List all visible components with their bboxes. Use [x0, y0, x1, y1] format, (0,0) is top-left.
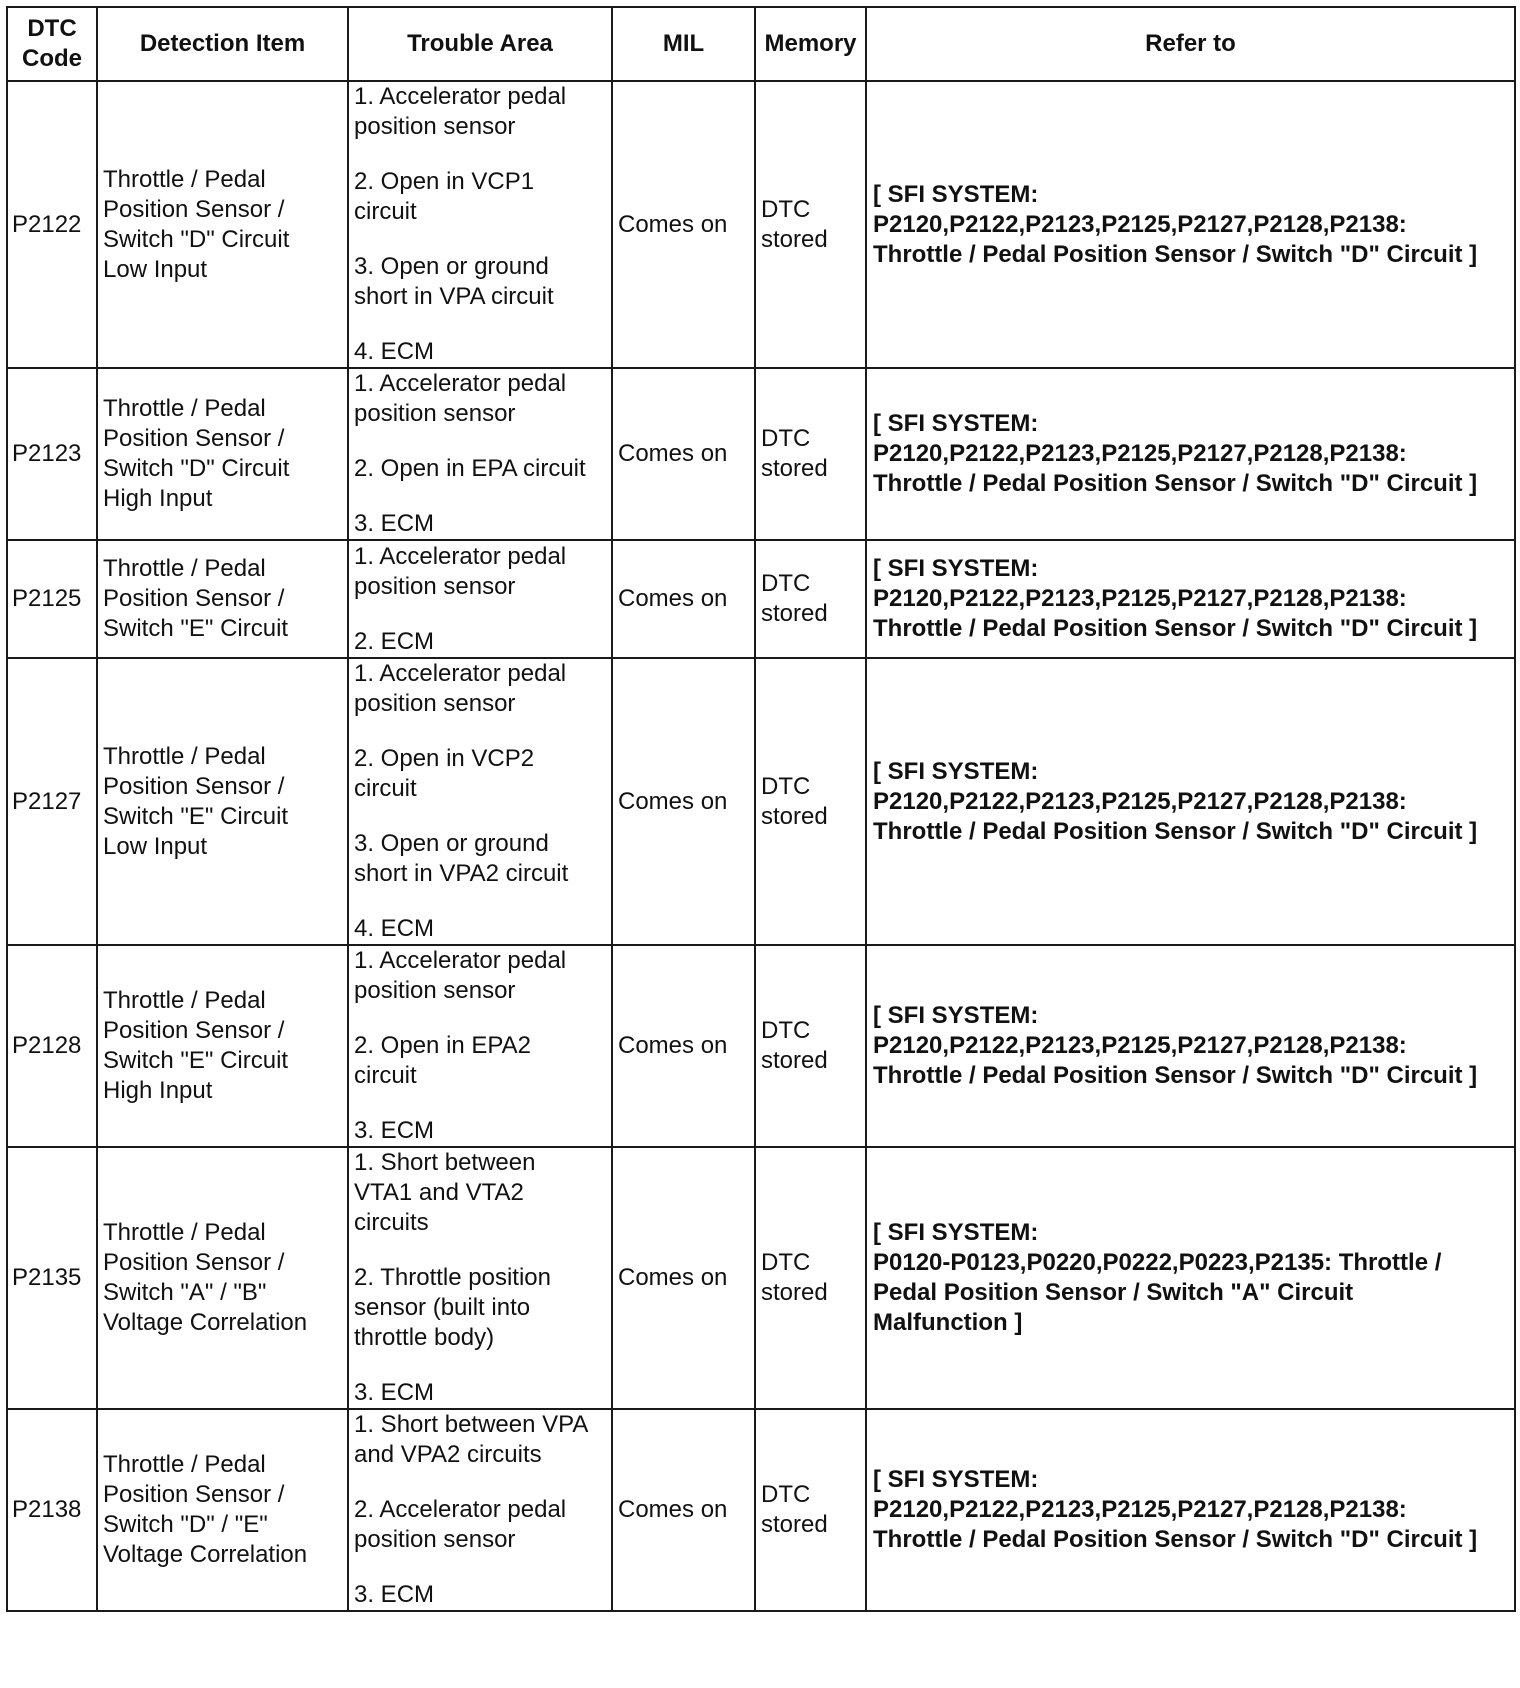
trouble-area-item: 3. ECM — [354, 1581, 435, 1608]
dtc-code-cell: P2122 — [7, 81, 97, 368]
table-row — [7, 368, 1515, 540]
memory-cell: DTC stored — [755, 540, 866, 658]
header-trouble-area: Trouble Area — [348, 7, 612, 81]
dtc-code-cell: P2138 — [7, 1409, 97, 1611]
memory-cell: DTC stored — [755, 1147, 866, 1409]
table-row — [7, 1409, 1515, 1611]
detection-item-cell: Throttle / Pedal Position Sensor / Switch "D" Circuit Low Input — [97, 81, 348, 368]
trouble-area-cell — [348, 945, 612, 1147]
trouble-area-item: 3. ECM — [354, 510, 435, 537]
trouble-area-item: 2. ECM — [354, 627, 435, 655]
trouble-area-item: 2. Throttle position sensor (built into throttle body) — [354, 1264, 552, 1351]
trouble-area-item: 1. Accelerator pedal position sensor — [354, 83, 567, 140]
trouble-area-item: 1. Accelerator pedal position sensor — [354, 660, 567, 717]
mil-cell: Comes on — [612, 1147, 755, 1409]
trouble-area-item: 1. Short between VTA1 and VTA2 circuits — [354, 1149, 536, 1236]
header-refer-to: Refer to — [866, 7, 1515, 81]
table-row — [7, 945, 1515, 1147]
header-detection-item: Detection Item — [97, 7, 348, 81]
detection-item-cell: Throttle / Pedal Position Sensor / Switch "E" Circuit High Input — [97, 945, 348, 1147]
dtc-sheet — [6, 6, 1516, 1612]
trouble-area-cell — [348, 368, 612, 540]
dtc-code-cell: P2128 — [7, 945, 97, 1147]
table-row — [7, 1147, 1515, 1409]
memory-cell: DTC stored — [755, 1409, 866, 1611]
trouble-area-cell — [348, 540, 612, 658]
mil-cell: Comes on — [612, 540, 755, 658]
trouble-area-item: 4. ECM — [354, 338, 435, 365]
header-memory: Memory — [755, 7, 866, 81]
trouble-area-item: 1. Short between VPA and VPA2 circuits — [354, 1411, 589, 1468]
trouble-area-item: 2. Open in EPA circuit — [354, 455, 586, 482]
trouble-area-cell — [348, 1147, 612, 1409]
dtc-code-cell: P2123 — [7, 368, 97, 540]
refer-to-cell: [ SFI SYSTEM: P2120,P2122,P2123,P2125,P2127,P2128,P2138: Throttle / Pedal Position Sensor / Switch "D" Circuit ] — [866, 81, 1515, 368]
trouble-area-item: 3. Open or ground short in VPA circuit — [354, 253, 554, 310]
refer-to-cell: [ SFI SYSTEM: P2120,P2122,P2123,P2125,P2127,P2128,P2138: Throttle / Pedal Position Sensor / Switch "D" Circuit ] — [866, 1409, 1515, 1611]
trouble-area-item: 2. Accelerator pedal position sensor — [354, 1496, 567, 1553]
refer-to-cell: [ SFI SYSTEM: P2120,P2122,P2123,P2125,P2127,P2128,P2138: Throttle / Pedal Position Sensor / Switch "D" Circuit ] — [866, 658, 1515, 945]
mil-cell: Comes on — [612, 1409, 755, 1611]
table-row — [7, 81, 1515, 368]
detection-item-cell: Throttle / Pedal Position Sensor / Switch "E" Circuit — [97, 540, 348, 658]
detection-item-cell: Throttle / Pedal Position Sensor / Switch "D" / "E" Voltage Correlation — [97, 1409, 348, 1611]
trouble-area-item: 2. Open in EPA2 circuit — [354, 1032, 531, 1089]
table-row — [7, 658, 1515, 945]
refer-to-cell: [ SFI SYSTEM: P2120,P2122,P2123,P2125,P2127,P2128,P2138: Throttle / Pedal Position Sensor / Switch "D" Circuit ] — [866, 945, 1515, 1147]
trouble-area-cell — [348, 1409, 612, 1611]
refer-to-cell: [ SFI SYSTEM: P0120-P0123,P0220,P0222,P0223,P2135: Throttle / Pedal Position Sensor / Switch "A" Circuit Malfunction ] — [866, 1147, 1515, 1409]
dtc-table — [6, 6, 1516, 1612]
memory-cell: DTC stored — [755, 81, 866, 368]
dtc-code-cell: P2125 — [7, 540, 97, 658]
trouble-area-item: 1. Accelerator pedal position sensor — [354, 947, 567, 1004]
dtc-table-body — [7, 81, 1515, 1611]
dtc-code-cell: P2135 — [7, 1147, 97, 1409]
trouble-area-item: 2. Open in VCP2 circuit — [354, 745, 535, 802]
trouble-area-item: 3. Open or ground short in VPA2 circuit — [354, 830, 569, 887]
detection-item-cell: Throttle / Pedal Position Sensor / Switch "A" / "B" Voltage Correlation — [97, 1147, 348, 1409]
detection-item-cell: Throttle / Pedal Position Sensor / Switch "E" Circuit Low Input — [97, 658, 348, 945]
mil-cell: Comes on — [612, 658, 755, 945]
refer-to-cell: [ SFI SYSTEM: P2120,P2122,P2123,P2125,P2127,P2128,P2138: Throttle / Pedal Position Sensor / Switch "D" Circuit ] — [866, 368, 1515, 540]
mil-cell: Comes on — [612, 368, 755, 540]
table-row — [7, 540, 1515, 658]
trouble-area-cell — [348, 658, 612, 945]
memory-cell: DTC stored — [755, 945, 866, 1147]
trouble-area-item: 1. Accelerator pedal position sensor — [354, 542, 567, 600]
mil-cell: Comes on — [612, 81, 755, 368]
detection-item-cell: Throttle / Pedal Position Sensor / Switch "D" Circuit High Input — [97, 368, 348, 540]
memory-cell: DTC stored — [755, 658, 866, 945]
memory-cell: DTC stored — [755, 368, 866, 540]
trouble-area-item: 2. Open in VCP1 circuit — [354, 168, 535, 225]
trouble-area-cell — [348, 81, 612, 368]
refer-to-cell: [ SFI SYSTEM: P2120,P2122,P2123,P2125,P2127,P2128,P2138: Throttle / Pedal Position Sensor / Switch "D" Circuit ] — [866, 540, 1515, 658]
header-row — [7, 7, 1515, 81]
mil-cell: Comes on — [612, 945, 755, 1147]
trouble-area-item: 3. ECM — [354, 1117, 435, 1144]
trouble-area-item: 1. Accelerator pedal position sensor — [354, 370, 567, 427]
trouble-area-item: 3. ECM — [354, 1379, 435, 1406]
trouble-area-item: 4. ECM — [354, 915, 435, 942]
header-mil: MIL — [612, 7, 755, 81]
dtc-code-cell: P2127 — [7, 658, 97, 945]
header-dtc-code: DTC Code — [7, 7, 97, 81]
